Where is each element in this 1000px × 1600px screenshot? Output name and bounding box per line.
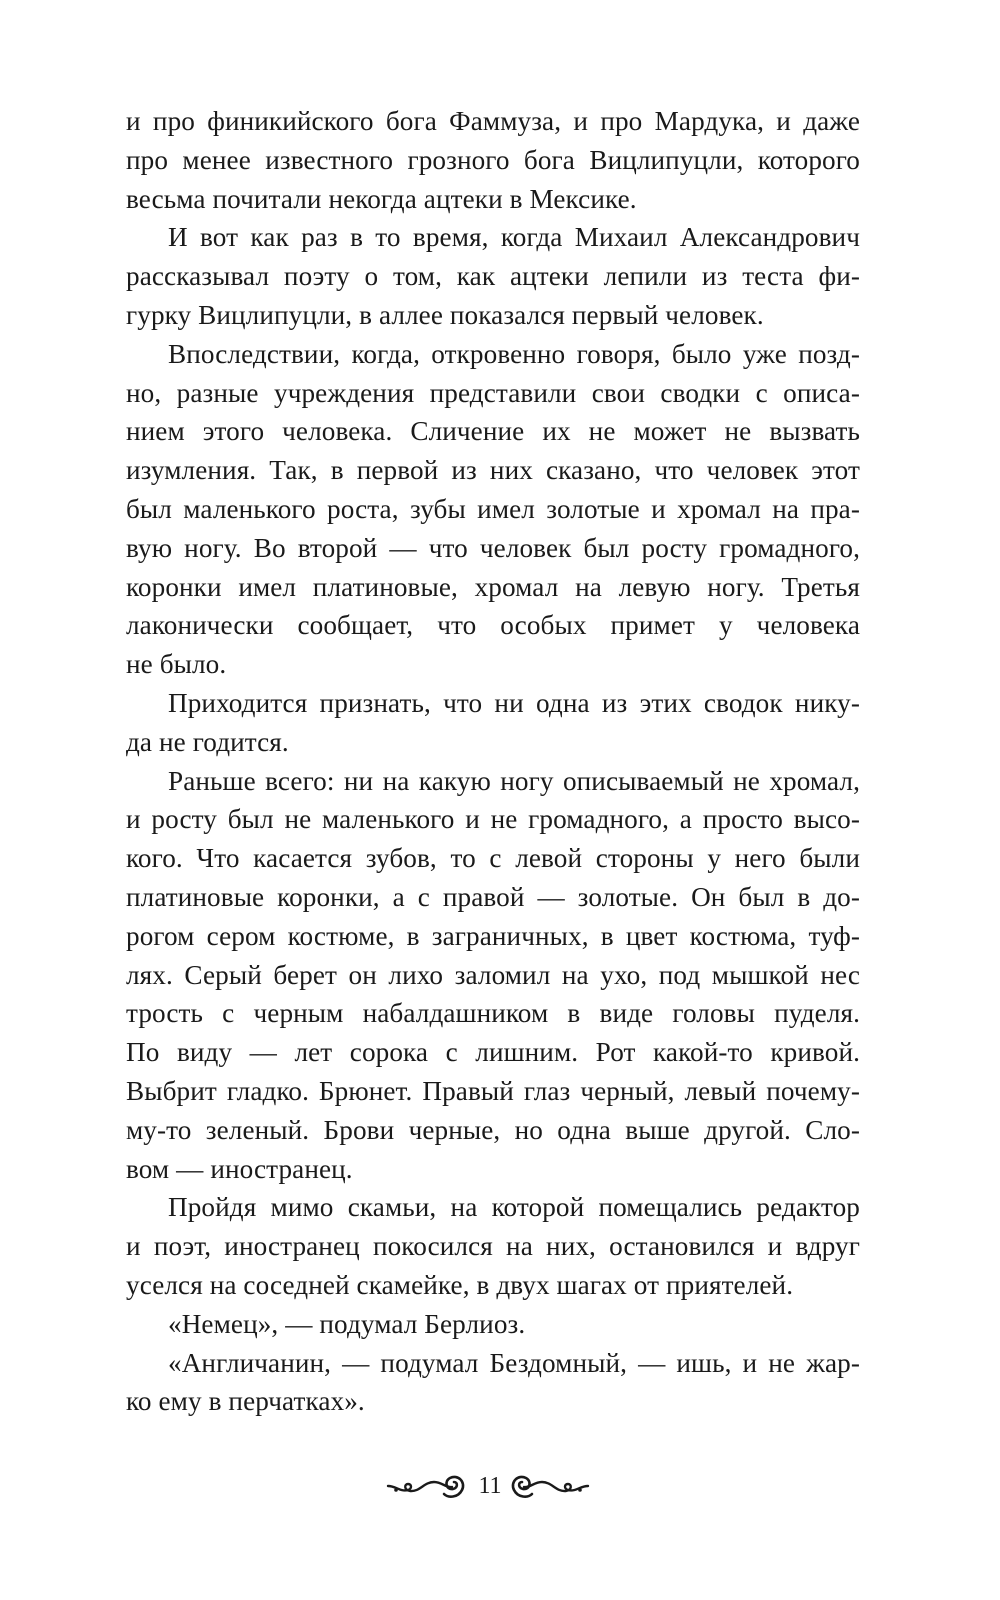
text-line: коронки имел платиновые, хромал на левую ногу. Третья <box>126 571 860 602</box>
text-line: гурку Вицлипуцли, в аллее показался первый человек. <box>126 299 764 330</box>
text-line: кого. Что касается зубов, то с левой стороны у него были <box>126 843 860 874</box>
text-line: лаконически сообщает, что особых примет у человека <box>126 610 860 641</box>
page-footer <box>0 1466 1000 1516</box>
text-line: И вот как раз в то время, когда Михаил Александрович <box>168 222 860 253</box>
text-line: и росту был не маленького и не громадного, а просто высо- <box>126 804 860 835</box>
text-line: платиновые коронки, а с правой — золотые. Он был в до- <box>126 881 860 912</box>
left-ornament-icon <box>386 1470 468 1500</box>
text-line: «Немец», — подумал Берлиоз. <box>168 1308 526 1339</box>
text-line: нием этого человека. Сличение их не может не вызвать <box>126 416 860 447</box>
text-line: уселся на соседней скамейке, в двух шагах от приятелей. <box>126 1269 794 1300</box>
text-line: и поэт, иностранец покосился на них, остановился и вдруг <box>126 1231 860 1262</box>
text-line: Раньше всего: ни на какую ногу описываемый не хромал, <box>168 765 860 796</box>
text-line: трость с черным набалдашником в виде головы пуделя. <box>126 998 860 1029</box>
text-line: вую ногу. Во второй — что человек был росту громадного, <box>126 532 860 563</box>
text-line: рогом сером костюме, в заграничных, в цвет костюма, туф- <box>126 920 860 951</box>
text-line: му-то зеленый. Брови черные, но одна выше другой. Сло- <box>126 1114 860 1145</box>
page-number: 11 <box>478 1473 502 1499</box>
text-line: весьма почитали некогда ацтеки в Мексике. <box>126 183 637 214</box>
text-line: лях. Серый берет он лихо заломил на ухо, под мышкой нес <box>126 959 860 990</box>
body-text <box>126 102 860 1421</box>
text-line: Впоследствии, когда, откровенно говоря, было уже позд- <box>168 338 860 369</box>
right-ornament-icon <box>508 1470 590 1500</box>
text-line: про менее известного грозного бога Вицлипуцли, которого <box>126 144 860 175</box>
text-line: но, разные учреждения представили свои сводки с описа- <box>126 377 860 408</box>
text-line: изумления. Так, в первой из них сказано, что человек этот <box>126 455 860 486</box>
text-line: Приходится признать, что ни одна из этих сводок нику- <box>168 687 860 718</box>
text-line: вом — иностранец. <box>126 1153 353 1184</box>
text-line: был маленького роста, зубы имел золотые и хромал на пра- <box>126 493 860 524</box>
text-line: «Англичанин, — подумал Бездомный, — ишь, и не жар- <box>168 1347 860 1378</box>
text-line: Выбрит гладко. Брюнет. Правый глаз черный, левый почему- <box>126 1075 860 1106</box>
text-line: и про финикийского бога Фаммуза, и про Мардука, и даже <box>126 106 860 136</box>
text-line: да не годится. <box>126 726 289 757</box>
text-line: не было. <box>126 649 227 680</box>
text-line: рассказывал поэту о том, как ацтеки лепили из теста фи- <box>126 261 860 292</box>
text-line: Пройдя мимо скамьи, на которой помещались редактор <box>168 1192 860 1223</box>
text-line: ко ему в перчатках». <box>126 1386 365 1417</box>
text-line: По виду — лет сорока с лишним. Рот какой-то кривой. <box>126 1037 860 1068</box>
